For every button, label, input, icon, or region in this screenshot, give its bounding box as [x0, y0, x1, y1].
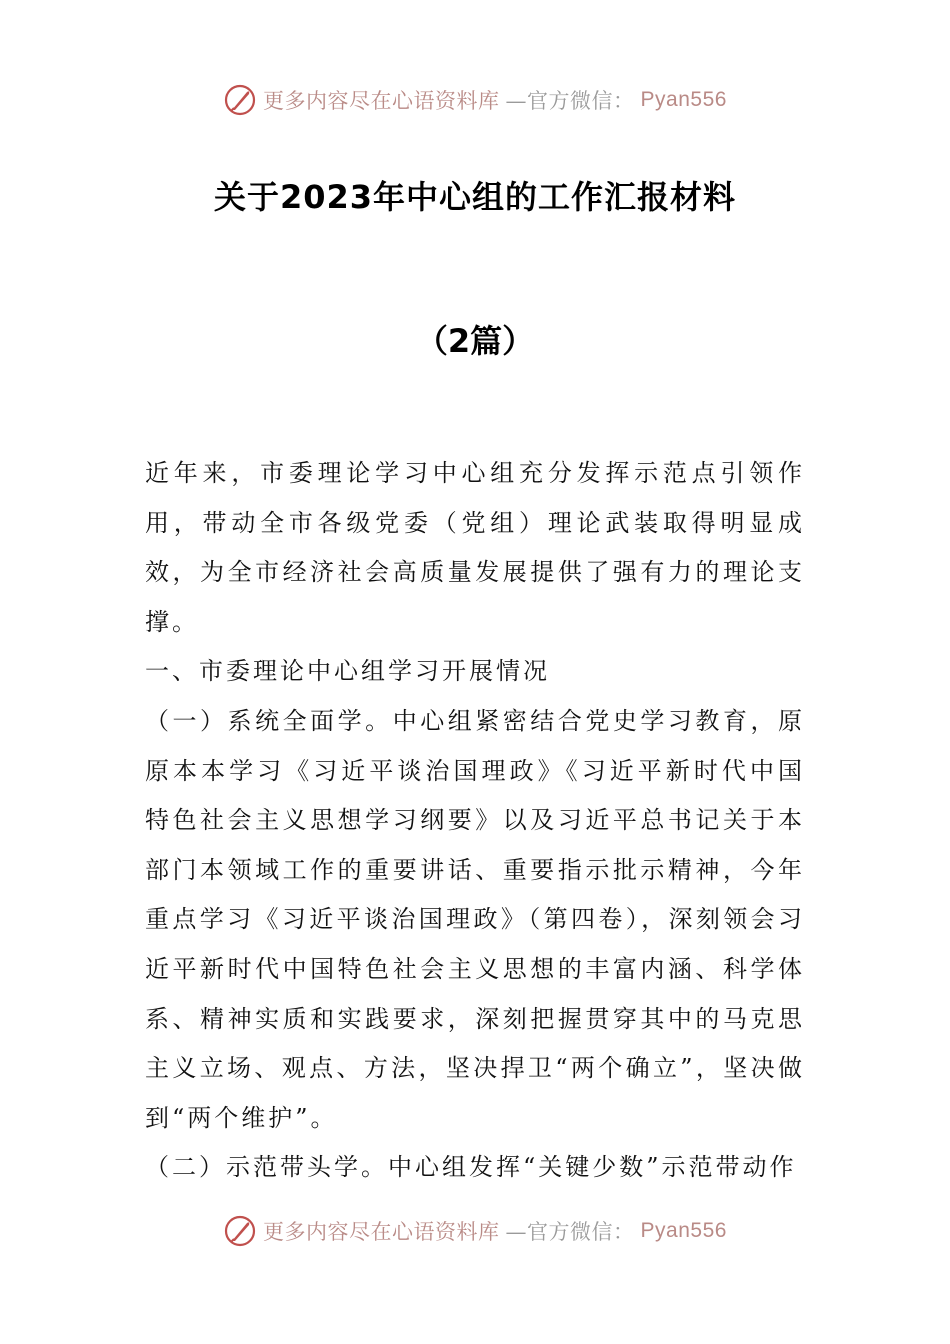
watermark-banner-bottom [0, 1211, 950, 1251]
watermark-text: 更多内容尽在心语资料库 [263, 89, 500, 113]
document-body [145, 449, 805, 1193]
watermark-banner-top [0, 80, 950, 120]
quill-pen-logo-icon [223, 1214, 257, 1248]
watermark-wechat-id: Pyan556 [640, 1219, 727, 1242]
watermark-wechat-label: —官方微信： [505, 1220, 635, 1244]
document-subtitle: （2篇） [415, 322, 535, 360]
watermark-wechat-label: —官方微信： [505, 89, 635, 113]
watermark-text: 更多内容尽在心语资料库 [263, 1220, 500, 1244]
paragraph: 近年来，市委理论学习中心组充分发挥示范点引领作用，带动全市各级党委（党组）理论武装取得明显成效，为全市经济社会高质量发展提供了强有力的理论支撑。 [145, 459, 805, 636]
paragraph: （二）示范带头学。中心组发挥“关键少数”示范带动作 [145, 1153, 797, 1182]
paragraph: （一）系统全面学。中心组紧密结合党史学习教育，原原本本学习《习近平谈治国理政》《习近平新时代中国特色社会主义思想学习纲要》以及习近平总书记关于本部门本领域工作的重要讲话、重要指示批示精神，今年重点学习《习近平谈治国理政》（第四卷），深刻领会习近平新时代中国特色社会主义思想的丰富内涵、科学体系、精神实质和实践要求，深刻把握贯穿其中的马克思主义立场、观点、方法，坚决捍卫“两个确立”，坚决做到“两个维护”。 [145, 706, 805, 1132]
document-title: 关于2023年中心组的工作汇报材料 [213, 178, 737, 216]
watermark-wechat-id: Pyan556 [640, 88, 727, 111]
quill-pen-logo-icon [223, 83, 257, 117]
section-heading: 一、市委理论中心组学习开展情况 [145, 657, 550, 686]
